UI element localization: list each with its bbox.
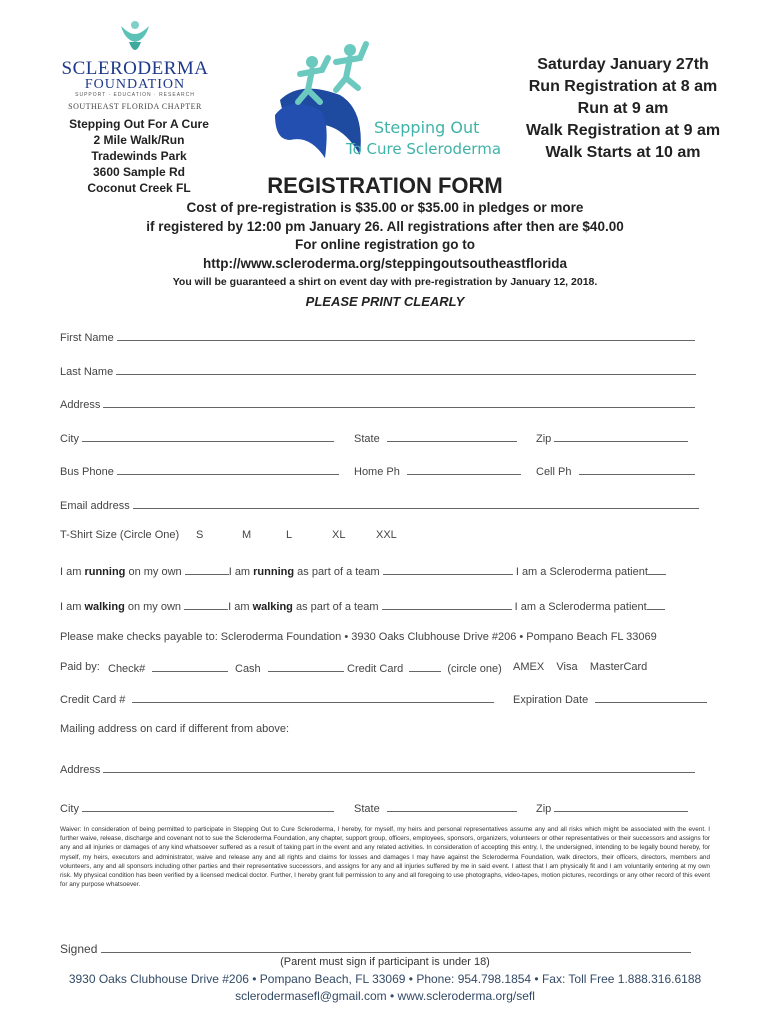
card-types[interactable]: AMEX Visa MasterCard: [513, 661, 648, 673]
cure-scleroderma-text: To Cure Scleroderma: [346, 140, 502, 158]
scleroderma-foundation-logo: [60, 20, 210, 111]
figure-logo-icon: [115, 20, 155, 58]
address-field[interactable]: [103, 397, 695, 408]
running-own-prefix: I am: [60, 566, 85, 578]
state-field[interactable]: [387, 431, 517, 442]
cash-field[interactable]: [268, 661, 344, 672]
size-l[interactable]: L: [286, 529, 293, 541]
cell-ph-field[interactable]: [579, 464, 695, 475]
cell-ph-row: [536, 464, 695, 478]
credit-row: [347, 661, 502, 675]
last-name-field[interactable]: [116, 364, 696, 375]
bus-phone-row: [60, 464, 339, 478]
event-line: 2 Mile Walk/Run: [93, 133, 185, 147]
schedule-line: Walk Registration at 9 am: [525, 122, 721, 139]
check-label: Check#: [108, 663, 146, 675]
running-own-suffix: on my own: [125, 566, 182, 578]
event-line: Coconut Creek FL: [87, 181, 191, 195]
first-name-label: First Name: [60, 332, 114, 344]
mailing-note: Mailing address on card if different from above:: [60, 723, 290, 735]
running-team-keyword: running: [253, 566, 295, 578]
walking-own-prefix: I am: [60, 601, 85, 613]
checks-payable: Please make checks payable to: Scleroderma Foundation • 3930 Oaks Clubhouse Drive #206 • Pompano Beach FL 33069: [60, 631, 657, 643]
address-label: Address: [60, 399, 101, 411]
first-name-row: [60, 330, 695, 344]
last-name-row: [60, 364, 696, 378]
mail-address-field[interactable]: [103, 762, 695, 773]
walking-own-suffix: on my own: [124, 601, 182, 613]
running-row: [60, 564, 666, 578]
check-number-field[interactable]: [152, 661, 228, 672]
mail-city-label: City: [60, 803, 79, 815]
mail-zip-field[interactable]: [554, 801, 688, 812]
event-line: Stepping Out For A Cure: [69, 117, 209, 131]
signed-label: Signed: [60, 942, 98, 956]
address-row: [60, 397, 695, 411]
logo-line1: SCLERODERMA: [61, 58, 209, 79]
cc-number-row: [60, 692, 494, 706]
city-field[interactable]: [82, 431, 334, 442]
walking-team-keyword: walking: [252, 601, 293, 613]
mail-state-field[interactable]: [387, 801, 517, 812]
cost-line: Cost of pre-registration is $35.00 or $35.00 in pledges or more: [186, 200, 584, 215]
schedule: [508, 54, 738, 164]
cost-line: For online registration go to: [295, 237, 475, 252]
running-team-prefix: I am: [228, 566, 254, 578]
running-patient-field[interactable]: [648, 564, 666, 575]
logo-tagline: SUPPORT · EDUCATION · RESEARCH: [75, 92, 195, 98]
page-title: REGISTRATION FORM: [267, 173, 503, 198]
state-label: State: [354, 433, 380, 445]
home-ph-row: [354, 464, 521, 478]
running-patient-label: I am a Scleroderma patient: [515, 566, 648, 578]
walking-team-suffix: as part of a team: [292, 601, 379, 613]
running-own-keyword: running: [84, 566, 126, 578]
signature-field[interactable]: [101, 942, 691, 953]
schedule-line: Walk Starts at 10 am: [545, 144, 701, 161]
walking-patient-label: I am a Scleroderma patient: [514, 601, 647, 613]
zip-row: [536, 431, 688, 445]
schedule-line: Run at 9 am: [577, 100, 669, 117]
running-team-suffix: as part of a team: [294, 566, 380, 578]
waiver-text: Waiver: In consideration of being permitted to participate in Stepping Out to Cure Scleroderma, I hereby, for myself, my heirs and personal representatives assume any and all risks which might be associated with the event. I further waive, release, discharge and covenant not to sue the Scleroderma Foundation, any chapter, support group, officers, employees, sponsors, organizers, volunteers or other representatives or their successors and assigns for any and all injuries or damages of any kind whatsoever suffered as a result of taking part in the event and any related activities. In consideration of accepting this entry, I, the undersigned, intending to be legally bound hereby, for myself, my heirs, executors and administrator, waive and release any and all rights and claims for losses and damages I may have against the Scleroderma Foundation, walk directors, their officers, directors, members and volunteers, any and all sponsors including other parties and their representative successors, and assigns for any and all injuries suffered by me in said event. I attest that I am physically fit and I am voluntarily entering at my own risk. My physical condition has been verified by a licensed medical doctor. Further, I hereby grant full permission to any and all foregoing to use photographs, video-tapes, motion pictures, recordings or any other record of this event for any purpose whatsoever.: [60, 826, 710, 889]
cc-number-label: Credit Card #: [60, 694, 126, 706]
shirt-guarantee: You will be guaranteed a shirt on event day with pre-registration by January 12, 2018.: [172, 276, 598, 288]
walking-own-field[interactable]: [184, 599, 228, 610]
mail-address-label: Address: [60, 764, 101, 776]
mail-address-row: [60, 762, 695, 776]
city-label: City: [60, 433, 79, 445]
city-row: [60, 431, 334, 445]
email-row: [60, 498, 699, 512]
cc-number-field[interactable]: [132, 692, 494, 703]
walking-row: [60, 599, 665, 613]
mail-zip-label: Zip: [536, 803, 552, 815]
mail-city-field[interactable]: [82, 801, 334, 812]
event-line: Tradewinds Park: [91, 149, 187, 163]
size-m[interactable]: M: [242, 529, 252, 541]
stepping-out-logo: [270, 40, 510, 170]
paid-by-label: Paid by:: [60, 661, 100, 673]
mail-state-label: State: [354, 803, 380, 815]
bus-phone-label: Bus Phone: [60, 466, 114, 478]
walking-own-keyword: walking: [84, 601, 125, 613]
event-info: [60, 116, 218, 196]
walking-team-field[interactable]: [382, 599, 512, 610]
email-field[interactable]: [133, 498, 699, 509]
zip-field[interactable]: [554, 431, 688, 442]
cost-info: [90, 199, 680, 273]
size-xl[interactable]: XL: [332, 529, 346, 541]
home-ph-field[interactable]: [407, 464, 521, 475]
schedule-line: Run Registration at 8 am: [528, 78, 718, 95]
schedule-line: Saturday January 27th: [537, 56, 709, 73]
last-name-label: Last Name: [60, 366, 114, 378]
zip-label: Zip: [536, 433, 552, 445]
expiration-row: [513, 692, 707, 706]
running-own-field[interactable]: [185, 564, 229, 575]
expiration-field[interactable]: [595, 692, 707, 703]
logo-chapter: SOUTHEAST FLORIDA CHAPTER: [68, 102, 202, 111]
size-xxl[interactable]: XXL: [376, 529, 397, 541]
mail-zip-row: [536, 801, 688, 815]
print-note: PLEASE PRINT CLEARLY: [305, 294, 465, 309]
parent-note: (Parent must sign if participant is under 18): [280, 956, 490, 968]
state-row: [354, 431, 517, 445]
stepping-out-text: Stepping Out: [374, 118, 480, 137]
cash-row: [235, 661, 344, 675]
check-row: [108, 661, 228, 675]
first-name-field[interactable]: [117, 330, 695, 341]
bus-phone-field[interactable]: [117, 464, 339, 475]
credit-card-field[interactable]: [409, 661, 441, 672]
expiration-label: Expiration Date: [513, 694, 589, 706]
home-ph-label: Home Ph: [354, 466, 400, 478]
signed-row: [60, 942, 691, 956]
mail-city-row: [60, 801, 334, 815]
tshirt-row: [60, 529, 179, 541]
footer-address: 3930 Oaks Clubhouse Drive #206 • Pompano Beach, FL 33069 • Phone: 954.798.1854 • Fax: Toll Free 1.888.316.6188: [68, 972, 702, 986]
email-label: Email address: [60, 500, 130, 512]
registration-link[interactable]: http://www.scleroderma.org/steppingoutsoutheastflorida: [202, 255, 568, 271]
walking-team-prefix: I am: [228, 601, 253, 613]
footer-contact[interactable]: sclerodermasefl@gmail.com • www.scleroderma.org/sefl: [235, 989, 535, 1003]
credit-card-label: Credit Card: [347, 663, 404, 675]
mail-state-row: [354, 801, 517, 815]
size-s[interactable]: S: [196, 529, 204, 541]
running-team-field[interactable]: [383, 564, 513, 575]
tshirt-label: T-Shirt Size (Circle One): [60, 529, 180, 541]
walking-patient-field[interactable]: [647, 599, 665, 610]
event-line: 3600 Sample Rd: [92, 165, 186, 179]
cell-ph-label: Cell Ph: [536, 466, 572, 478]
cost-line: if registered by 12:00 pm January 26. All registrations after then are $40.00: [146, 218, 624, 234]
cash-label: Cash: [235, 663, 261, 675]
circle-one-label: (circle one): [447, 663, 502, 675]
logo-line2: FOUNDATION: [84, 77, 186, 92]
